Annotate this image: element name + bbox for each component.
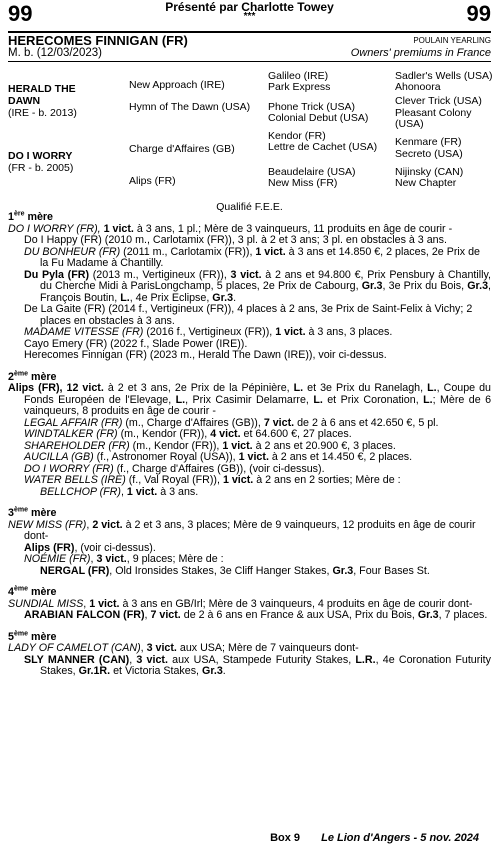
dam-line: LADY OF CAMELOT (CAN), 3 vict. aux USA; Mère de 7 vainqueurs dont-: [8, 642, 359, 654]
produce-line: BELLCHOP (FR), 1 vict. à 3 ans.: [40, 485, 199, 498]
gen2-3: Alips (FR): [129, 175, 176, 187]
produce-line: WINDTALKER (FR) (m., Kendor (FR)), 4 vict. et 64.600 €, 27 places.: [24, 428, 352, 440]
produce-line: Du Pyla (FR) (2013 m., Vertigineux (FR)), 3 vict. à 2 ans et 94.800 €, Prix Pensbury à Chantilly, du Cherche Midi à ParisLongchamp, 5 places, 2e Prix de Cabourg, Gr.3, 3e Prix du Bois, Gr.3, François Boutin, L., 4e Prix Eclipse, Gr.3.: [24, 268, 491, 304]
gen3-5: Lettre de Cachet (USA): [268, 141, 378, 153]
lot-number-right: 99: [466, 1, 491, 26]
produce-line: Herecomes Finnigan (FR) (2023 m., Herald The Dawn (IRE)), voir ci-dessus.: [24, 349, 387, 361]
title-bar: [8, 31, 491, 62]
gen4-1: Ahonoora: [395, 81, 441, 93]
section-heading-4: 4ème mère: [8, 585, 57, 598]
family-body: [8, 212, 491, 678]
produce-line: WATER BELLS (IRE) (f., Val Royal (FR)), 1 vict. à 2 ans en 2 sorties; Mère de :: [24, 474, 401, 486]
gen3-7: New Miss (FR): [268, 177, 338, 189]
stars: ***: [243, 11, 256, 22]
gen4-0: Sadler's Wells (USA): [395, 70, 493, 82]
presenter: Présenté par Charlotte Towey: [165, 0, 334, 14]
sire-name: HERALD THE: [8, 83, 76, 95]
produce-line: Alips (FR), (voir ci-dessus).: [24, 541, 156, 554]
produce-line: DO I WORRY (FR) (f., Charge d'Affaires (GB)), (voir ci-dessus).: [24, 462, 325, 475]
horse-birth: M. b. (12/03/2023): [8, 47, 102, 59]
section-heading-5: 5ème mère: [8, 629, 57, 643]
gen4-4: Kenmare (FR): [395, 136, 462, 148]
gen4-3: Pleasant Colony (USA): [395, 107, 472, 130]
gen4-7: New Chapter: [395, 177, 457, 189]
gen4-6: Nijinsky (CAN): [395, 166, 464, 178]
gen3-4: Kendor (FR): [268, 130, 326, 142]
produce-line: Do I Happy (FR) (2010 m., Carlotamix (FR)), 3 pl. à 2 et 3 ans; 3 pl. en obstacles à 3 ans.: [24, 234, 447, 246]
pedigree-table: [8, 68, 499, 195]
gen3-3: Colonial Debut (USA): [268, 112, 369, 124]
produce-line: Cayo Emery (FR) (2022 f., Slade Power (IRE)).: [24, 337, 248, 350]
sire-info: (IRE - b. 2013): [8, 107, 77, 119]
dam-info: (FR - b. 2005): [8, 162, 74, 174]
gen3-1: Park Express: [268, 81, 331, 93]
produce-line: MADAME VITESSE (FR) (2016 f., Vertigineux (FR)), 1 vict. à 3 ans, 3 places.: [24, 326, 393, 338]
produce-line: LEGAL AFFAIR (FR) (m., Charge d'Affaires (GB)), 7 vict. de 2 à 6 ans et 42.650 €, 5 pl.: [24, 416, 439, 429]
dam-line: Alips (FR), 12 vict. à 2 et 3 ans, 2e Prix de la Pépinière, L. et 3e Prix du Ranelagh, L., Coupe du Fonds Européen de l'Elevage, L., Prix Casimir Delamarre, L. et Prix Coronation, L.; Mère de 6 vainqueurs, 8 produits en âge de courir -: [8, 382, 492, 417]
qualification: Qualifié F.E.E.: [216, 201, 283, 213]
section-heading-3: 3ème mère: [8, 506, 57, 519]
gen3-6: Beaudelaire (USA): [268, 166, 356, 178]
premiums-note: Owners' premiums in France: [350, 47, 491, 59]
gen4-5: Secreto (USA): [395, 148, 463, 160]
lot-number-left: 99: [8, 1, 33, 26]
section-heading-1: 1ère mère: [8, 210, 53, 223]
produce-line: De La Gaite (FR) (2014 f., Vertigineux (FR)), 4 places à 2 ans, 3e Prix de Saint-Felix à Vichy; 2 places en obstacles à 3 ans.: [24, 303, 473, 327]
produce-line: SLY MANNER (CAN), 3 vict. aux USA, Stampede Futurity Stakes, L.R., 4e Coronation Futurity Stakes, Gr.1R. et Victoria Stakes, Gr.3.: [24, 653, 491, 677]
gen2-0: New Approach (IRE): [129, 79, 225, 91]
produce-line: NOÉMIE (FR), 3 vict., 9 places; Mère de :: [24, 553, 224, 565]
gen3-0: Galileo (IRE): [268, 70, 329, 82]
produce-line: DU BONHEUR (FR) (2011 m., Carlotamix (FR)), 1 vict. à 3 ans et 14.850 €, 2 places, 2e Prix de la Fu Madame à Chantilly.: [24, 245, 480, 269]
footer-box: Box 9: [270, 832, 301, 844]
horse-name: HERECOMES FINNIGAN (FR): [8, 33, 188, 48]
produce-line: AUCILLA (GB) (f., Astronomer Royal (USA)), 1 vict. à 2 ans et 14.450 €, 2 places.: [24, 451, 413, 463]
dam-line: SUNDIAL MISS, 1 vict. à 3 ans en GB/Irl; Mère de 3 vainqueurs, 4 produits en âge de courir dont-: [8, 597, 473, 610]
produce-line: SHAREHOLDER (FR) (m., Kendor (FR)), 1 vict. à 2 ans et 20.900 €, 3 places.: [24, 439, 396, 452]
dam-line: NEW MISS (FR), 2 vict. à 2 et 3 ans, 3 places; Mère de 9 vainqueurs, 12 produits en âge de courir dont-: [8, 518, 476, 542]
section-heading-2: 2ème mère: [8, 369, 57, 383]
footer-event: Le Lion d'Angers - 5 nov. 2024: [321, 832, 479, 844]
produce-line: ARABIAN FALCON (FR), 7 vict. de 2 à 6 ans en France & aux USA, Prix du Bois, Gr.3, 7 places.: [24, 609, 488, 621]
gen2-2: Charge d'Affaires (GB): [129, 143, 235, 155]
gen3-2: Phone Trick (USA): [268, 101, 355, 113]
dam-line: DO I WORRY (FR), 1 vict. à 3 ans, 1 pl.; Mère de 3 vainqueurs, 11 produits en âge de courir -: [8, 222, 453, 235]
gen2-1: Hymn of The Dawn (USA): [129, 101, 251, 113]
sire-name-2: DAWN: [8, 95, 41, 107]
footer: [270, 832, 479, 844]
horse-category: POULAIN YEARLING: [413, 36, 491, 45]
dam-name: DO I WORRY: [8, 150, 73, 162]
gen4-2: Clever Trick (USA): [395, 95, 482, 107]
produce-line: NERGAL (FR), Old Ironsides Stakes, 3e Cliff Hanger Stakes, Gr.3, Four Bases St.: [40, 564, 430, 577]
